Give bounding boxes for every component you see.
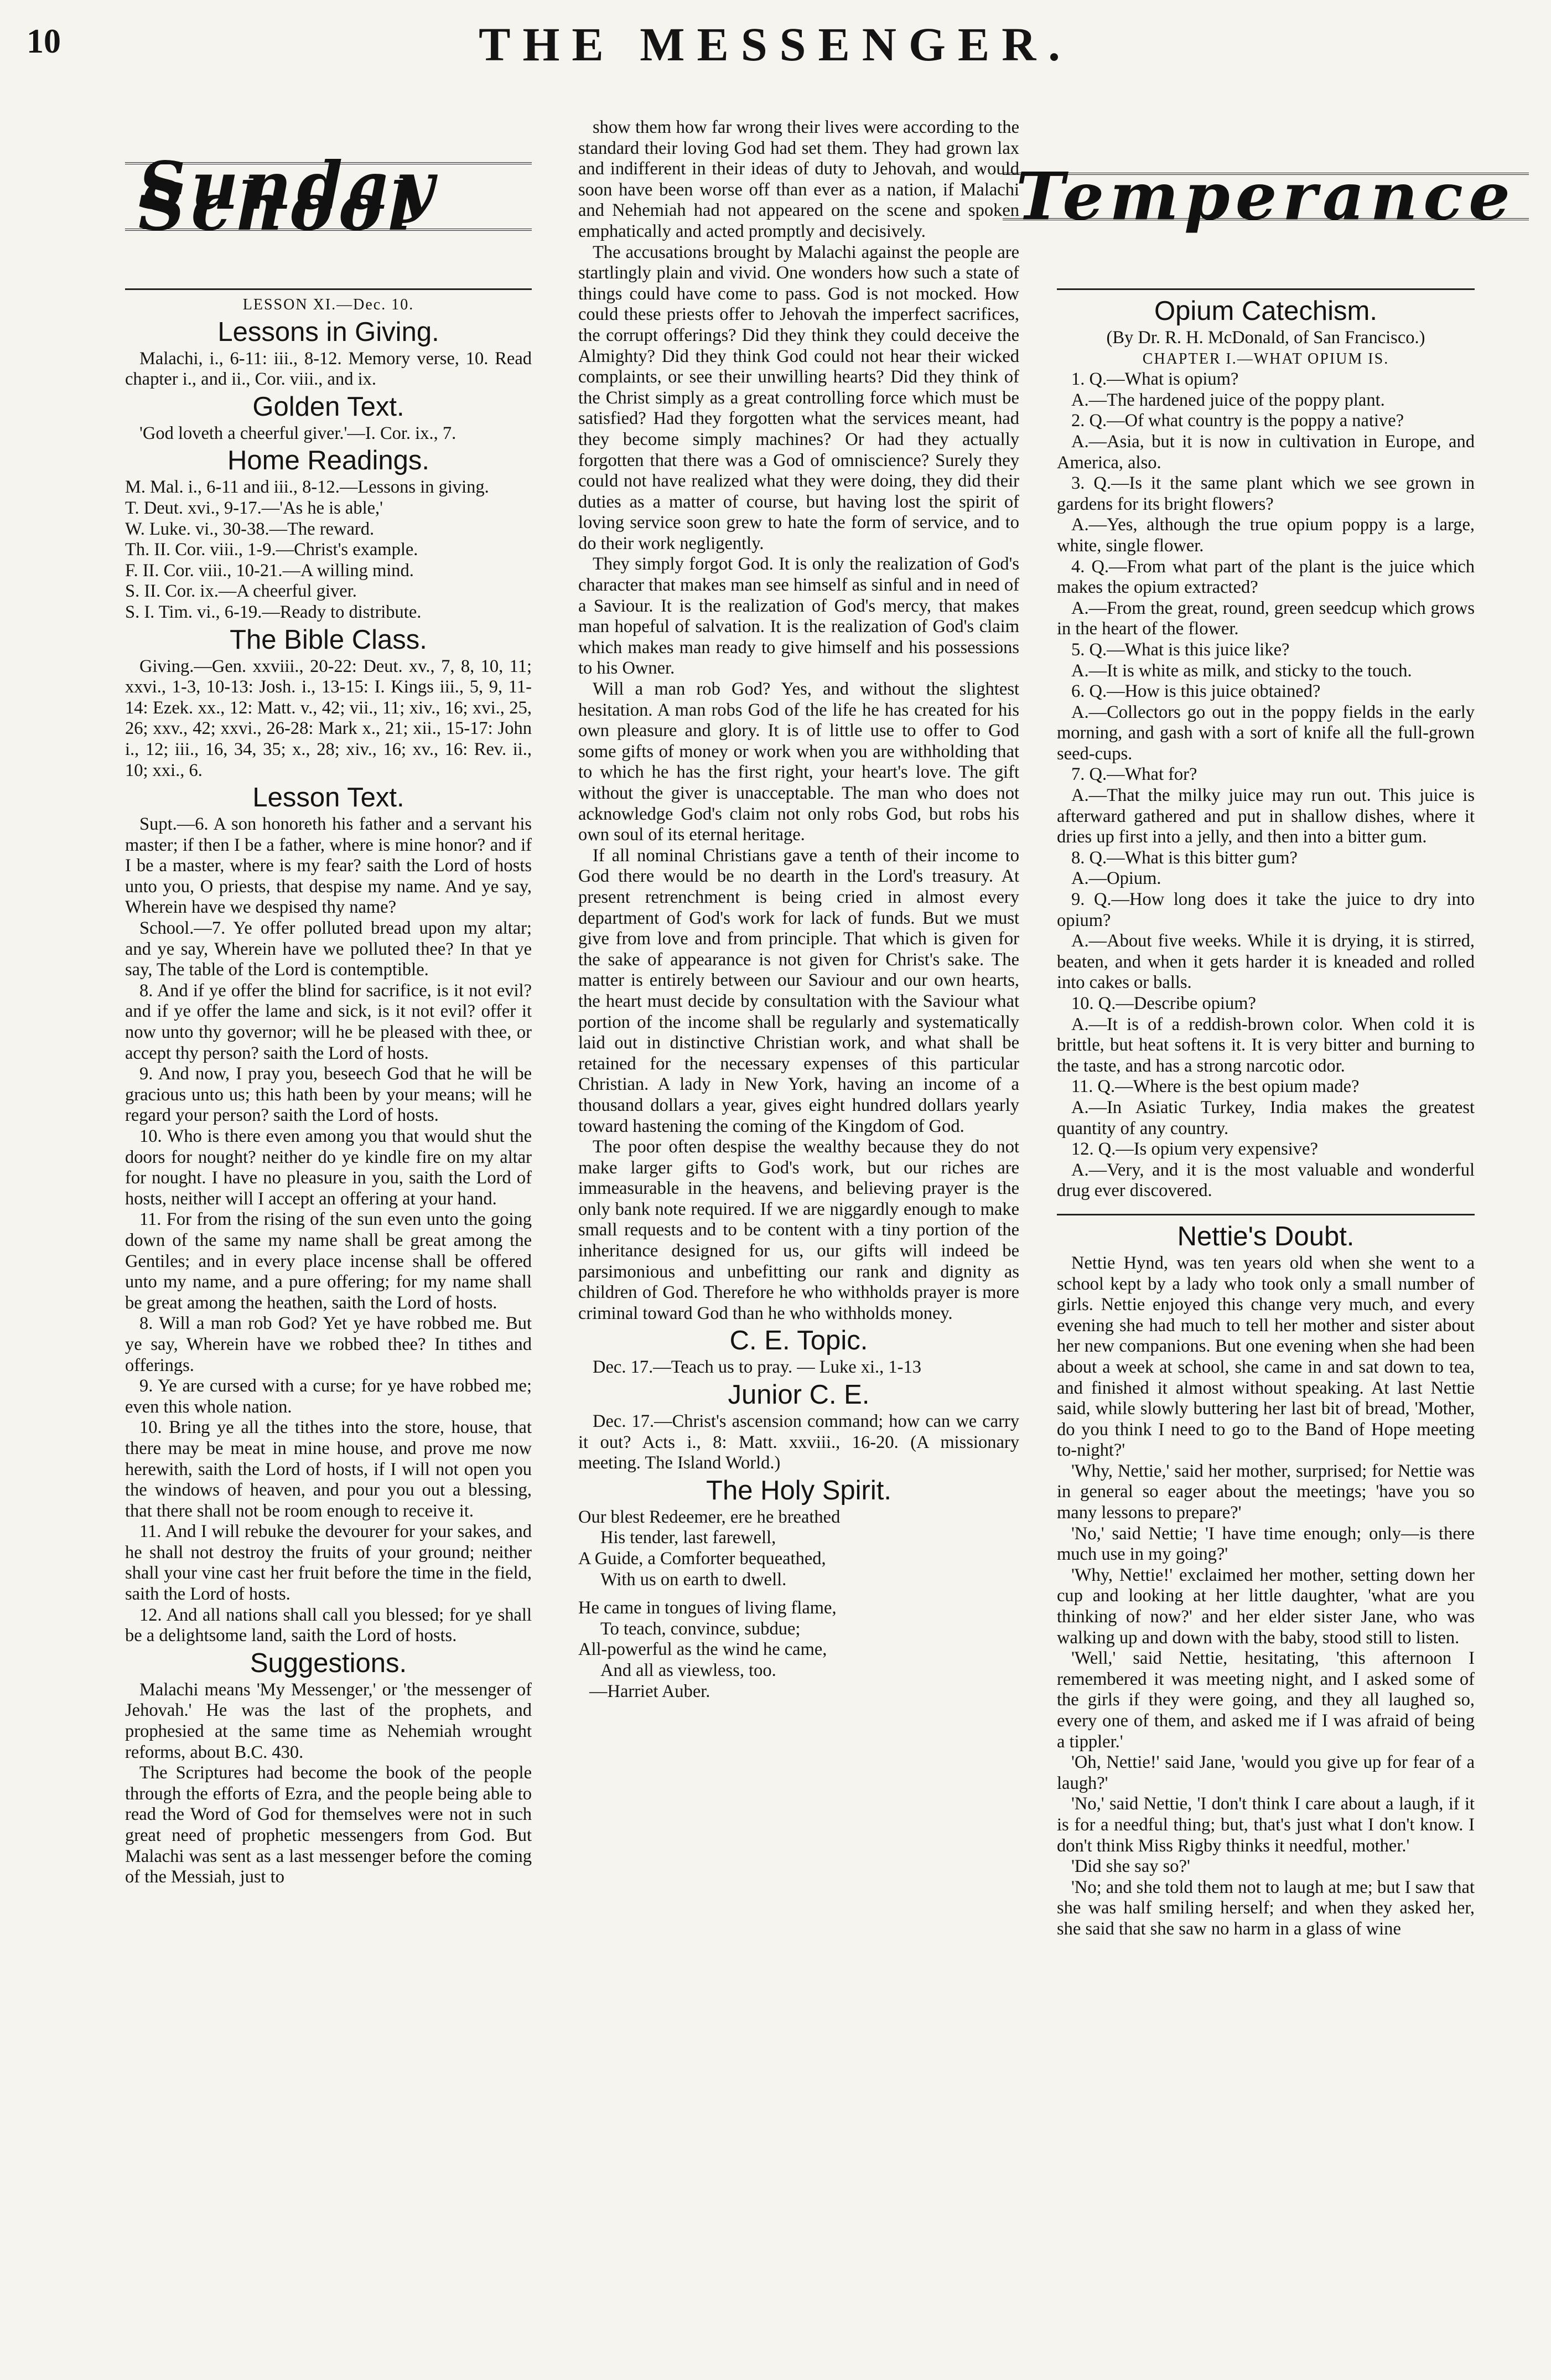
catechism-entry: A.—In Asiatic Turkey, India makes the greatest quantity of any country. xyxy=(1057,1097,1475,1139)
page-number: 10 xyxy=(27,23,61,60)
golden-text-heading: Golden Text. xyxy=(252,391,404,422)
junior-ce-text: Dec. 17.—Christ's ascension command; how can we carry it out? Acts i., 8: Matt. xxviii., 16-20. (A missionary meeting. The Island World.) xyxy=(578,1411,1019,1473)
story-heading: Nettie's Doubt. xyxy=(1177,1221,1355,1251)
story-paragraph: 'Why, Nettie!' exclaimed her mother, setting down her cup and looking at her little daughter, 'what are you thinking of now?' and her elder sister Jane, who was walking up and down with the baby, stood still to listen. xyxy=(1057,1565,1475,1648)
article-paragraph: show them how far wrong their lives were according to the standard their loving God had set them. They had grown lax and indifferent in their ideas of duty to Jehovah, and would soon have been worse off than ever as a nation, if Malachi and Nehemiah had not appeared on the scene and spoken emphatically and acted promptly and decisively. xyxy=(578,117,1019,241)
catechism-entry: 5. Q.—What is this juice like? xyxy=(1071,639,1290,660)
ce-topic-heading: C. E. Topic. xyxy=(729,1326,868,1356)
story-paragraph: 'Did she say so?' xyxy=(1071,1856,1190,1877)
story-paragraph: 'Oh, Nettie!' said Jane, 'would you give up for fear of a laugh?' xyxy=(1057,1752,1475,1793)
poem-author: —Harriet Auber. xyxy=(589,1681,710,1701)
reading-item: T. Deut. xvi., 9-17.—'As he is able,' xyxy=(125,498,383,518)
divider xyxy=(1057,1214,1475,1215)
poem-line: His tender, last farewell, xyxy=(600,1528,776,1548)
catechism-entry: A.—It is of a reddish-brown color. When cold it is brittle, but heat softens it. It is very bitter and burning to the taste, and has a strong narcotic odor. xyxy=(1057,1014,1475,1076)
reading-item: W. Luke. vi., 30-38.—The reward. xyxy=(125,519,375,539)
sunday-school-banner xyxy=(125,108,532,285)
catechism-heading: Opium Catechism. xyxy=(1154,296,1377,326)
poem-line: He came in tongues of living flame, xyxy=(578,1598,837,1618)
reading-item: M. Mal. i., 6-11 and iii., 8-12.—Lessons in giving. xyxy=(125,477,489,498)
story-paragraph: 'No,' said Nettie, 'I don't think I care about a laugh, if it is for a needful thing; but, that's just what I don't know. I don't think Miss Rigby thinks it needful, mother.' xyxy=(1057,1794,1475,1856)
catechism-entry: A.—The hardened juice of the poppy plant. xyxy=(1071,390,1385,410)
banner-lettering: Sunday School xyxy=(125,162,532,230)
catechism-entry: A.—Opium. xyxy=(1071,868,1161,889)
masthead-title: THE MESSENGER. xyxy=(479,18,1072,71)
bible-class-text: Giving.—Gen. xxviii., 20-22: Deut. xv., 7, 8, 10, 11; xxvi., 1-3, 10-13: Josh. i., 13-15: I. Kings iii., 5, 9, 11-14: Ezek. xx., 12: Matt. v., 42; vii., 11; xiv., 16; xvi., 25, 26; xxv., 42; xxvi., 26-28: Mark x., 21; xii., 15-17: John i., 12; iii., 16, 34, 35; x., 28; xiv., 16; xv., 16: Rev. ii., 10; xxi., 6. xyxy=(125,656,532,780)
catechism-entry: A.—Collectors go out in the poppy fields in the early morning, and gash with a sort of knife all the full-grown seed-cups. xyxy=(1057,702,1475,764)
banner-lettering: Temperance xyxy=(1003,173,1529,220)
catechism-entry: A.—Very, and it is the most valuable and wonderful drug ever discovered. xyxy=(1057,1160,1475,1201)
lesson-verse: 9. Ye are cursed with a curse; for ye have robbed me; even this whole nation. xyxy=(125,1376,532,1417)
divider xyxy=(1057,288,1475,290)
bible-class-heading: The Bible Class. xyxy=(230,624,427,655)
home-readings-heading: Home Readings. xyxy=(227,446,429,476)
catechism-entry: 1. Q.—What is opium? xyxy=(1071,369,1239,390)
poem-title: The Holy Spirit. xyxy=(706,1475,891,1505)
catechism-entry: 7. Q.—What for? xyxy=(1071,764,1197,785)
catechism-entry: A.—About five weeks. While it is drying, it is stirred, beaten, and when it gets harder it is kneaded and rolled into cakes or balls. xyxy=(1057,931,1475,993)
suggestions-heading: Suggestions. xyxy=(250,1648,407,1678)
catechism-entry: 3. Q.—Is it the same plant which we see grown in gardens for its bright flowers? xyxy=(1057,473,1475,514)
catechism-entry: 6. Q.—How is this juice obtained? xyxy=(1071,681,1321,702)
poem-line: A Guide, a Comforter bequeathed, xyxy=(578,1549,826,1569)
poem-line: With us on earth to dwell. xyxy=(600,1569,787,1590)
golden-text: 'God loveth a cheerful giver.'—I. Cor. ix., 7. xyxy=(139,423,457,443)
article-paragraph: The poor often despise the wealthy because they do not make larger gifts to God's work, but our riches are immeasurable in the heavens, and believing prayer is the only bank note required. If we are niggardly enough to make small requests and to be content with a tiny portion of the inheritance designed for us, our gifts will indeed be parsimonious and unbefitting our rank and dignity as children of God. Therefore he who withholds prayer is more criminal toward God than he who withholds money. xyxy=(578,1137,1019,1323)
lesson-verse: 10. Who is there even among you that would shut the doors for nought? neither do ye kindle fire on my altar for nought. I have no pleasure in you, saith the Lord of hosts, neither will I accept an offering at your hand. xyxy=(125,1126,532,1209)
column-sunday-school xyxy=(125,108,532,1888)
reading-item: S. I. Tim. vi., 6-19.—Ready to distribute. xyxy=(125,602,422,622)
catechism-entry: A.—Yes, although the true opium poppy is a large, white, single flower. xyxy=(1057,515,1475,556)
catechism-entry: A.—Asia, but it is now in cultivation in Europe, and America, also. xyxy=(1057,431,1475,473)
catechism-entry: A.—From the great, round, green seedcup which grows in the heart of the flower. xyxy=(1057,598,1475,639)
catechism-entry: 11. Q.—Where is the best opium made? xyxy=(1071,1077,1360,1097)
story-paragraph: 'Well,' said Nettie, hesitating, 'this afternoon I remembered it was meeting night, and I asked some of the girls if they were going, and they all laughed so, every one of them, and asked me if I was afraid of being a tippler.' xyxy=(1057,1648,1475,1752)
junior-ce-heading: Junior C. E. xyxy=(728,1380,870,1410)
lesson-verse: 9. And now, I pray you, beseech God that he will be gracious unto us; this hath been by your means; will he regard your person? saith the Lord of hosts. xyxy=(125,1064,532,1126)
article-paragraph: The accusations brought by Malachi against the people are startlingly plain and vivid. One wonders how such a state of things could have come to pass. God is not mocked. How could these priests offer to Jehovah the imperfect sacrifices, the corrupt offerings? Did they think they could deceive the Almighty? Did they think God could not hear their wicked complaints, or see their unwilling hearts? Did they think of the Christ simply as a great controlling force which must be satisfied? Had they forgotten what the services meant, had they become simply machines? Or had they actually forgotten that there was a God of omniscience? Surely they could not have realized what they were doing, they did their duties as a matter of course, but having lost the spirit of loving service soon grew to hate the form of service, and to do their work negligently. xyxy=(578,242,1019,553)
story-paragraph: 'No; and she told them not to laugh at me; but I saw that she was half smiling herself; and when they asked her, she said that she saw no harm in a glass of wine xyxy=(1057,1877,1475,1939)
article-paragraph: Will a man rob God? Yes, and without the slightest hesitation. A man robs God of the life he has created for his own pleasure and glory. It is of little use to offer to God some gifts of money or work when you are withholding that to which he has the first right, your heart's love. The gift without the giver is unacceptable. The man who does not acknowledge God's claim not only robs God, but robs his own soul of its eternal heritage. xyxy=(578,679,1019,845)
poem-line: Our blest Redeemer, ere he breathed xyxy=(578,1507,841,1527)
chapter-heading: CHAPTER I.—WHAT OPIUM IS. xyxy=(1142,350,1389,368)
lesson-verse: 10. Bring ye all the tithes into the store, house, that there may be meat in mine house, and prove me now herewith, saith the Lord of hosts, if I will not open you the windows of heaven, and pour you out a blessing, that there shall not be room enough to receive it. xyxy=(125,1417,532,1521)
lesson-verse: Supt.—6. A son honoreth his father and a servant his master; if then I be a father, where is mine honor? and if I be a master, where is my fear? saith the Lord of hosts unto you, O priests, that despise my name. And ye say, Wherein have we despised thy name? xyxy=(125,814,532,918)
reading-item: S. II. Cor. ix.—A cheerful giver. xyxy=(125,581,357,602)
column-temperance xyxy=(1015,108,1516,1940)
lesson-verse: 12. And all nations shall call you blessed; for ye shall be a delightsome land, saith the Lord of hosts. xyxy=(125,1605,532,1646)
catechism-entry: 9. Q.—How long does it take the juice to dry into opium? xyxy=(1057,889,1475,930)
lesson-text-heading: Lesson Text. xyxy=(252,783,404,813)
catechism-entry: A.—It is white as milk, and sticky to the touch. xyxy=(1071,660,1412,681)
article-paragraph: If all nominal Christians gave a tenth of their income to God there would be no dearth in the Lord's treasury. At present retrenchment is being cried in almost every department of God's work for lack of funds. But we must give from love and from principle. That which is given for the sake of appearance is not given for Christ's sake. The matter is entirely between our Saviour and our own hearts, the heart must decide by consultation with the Saviour what portion of the income shall be regularly and systematically laid out in distinctive Christian work, and what shall be retained for the necessary expenses of this particular Christian. A lady in New York, having an income of a thousand dollars a year, gives eight hundred dollars yearly toward hastening the coming of the Kingdom of God. xyxy=(578,845,1019,1136)
lesson-verse: 11. For from the rising of the sun even unto the going down of the same my name shall be great among the Gentiles; and in every place incense shall be offered unto my name, and a pure offering; for my name shall be great among the heathen, saith the Lord of hosts. xyxy=(125,1209,532,1313)
lesson-verse: 8. And if ye offer the blind for sacrifice, is it not evil? and if ye offer the lame and sick, is it not evil? offer it now unto thy governor; will he be pleased with thee, or accept thy person? saith the Lord of hosts. xyxy=(125,980,532,1063)
divider xyxy=(125,288,532,290)
temperance-banner xyxy=(1015,108,1516,285)
catechism-entry: 12. Q.—Is opium very expensive? xyxy=(1071,1139,1318,1160)
article-paragraph: They simply forgot God. It is only the realization of God's character that makes man see himself as sinful and in need of a Saviour. It is the realization of God's mercy, that makes man hopeful of salvation. It is the realization of God's claim which makes man ready to give himself and his possessions to his Owner. xyxy=(578,554,1019,679)
reading-item: Th. II. Cor. viii., 1-9.—Christ's example. xyxy=(125,540,418,560)
lesson-reference: Malachi, i., 6-11: iii., 8-12. Memory verse, 10. Read chapter i., and ii., Cor. viii., and ix. xyxy=(125,348,532,390)
story-paragraph: 'No,' said Nettie; 'I have time enough; only—is there much use in my going?' xyxy=(1057,1523,1475,1565)
poem-line: And all as viewless, too. xyxy=(600,1660,776,1680)
lesson-number: LESSON XI.—Dec. 10. xyxy=(242,296,414,313)
suggestion-paragraph: Malachi means 'My Messenger,' or 'the messenger of Jehovah.' He was the last of the prophets, and prophesied at the same time as Nehemiah wrought reforms, about B.C. 430. xyxy=(125,1679,532,1762)
lesson-verse: 8. Will a man rob God? Yet ye have robbed me. But ye say, Wherein have we robbed thee? In tithes and offerings. xyxy=(125,1313,532,1375)
catechism-entry: 8. Q.—What is this bitter gum? xyxy=(1071,847,1298,868)
catechism-entry: 2. Q.—Of what country is the poppy a native? xyxy=(1071,411,1404,431)
lesson-title: Lessons in Giving. xyxy=(217,317,439,347)
catechism-entry: 10. Q.—Describe opium? xyxy=(1071,994,1256,1013)
catechism-entry: A.—That the milky juice may run out. This juice is afterward gathered and put in shallow dishes, where it dries up first into a jelly, and then into a bitter gum. xyxy=(1057,785,1475,847)
reading-item: F. II. Cor. viii., 10-21.—A willing mind. xyxy=(125,560,414,581)
suggestion-paragraph: The Scriptures had become the book of the people through the efforts of Ezra, and the people being able to read the Word of God for themselves were not in such great need of prophetic messengers from God. But Malachi was sent as a last messenger before the coming of the Messiah, just to xyxy=(125,1763,532,1887)
ce-topic-text: Dec. 17.—Teach us to pray. — Luke xi., 1-13 xyxy=(593,1357,921,1378)
lesson-verse: School.—7. Ye offer polluted bread upon my altar; and ye say, Wherein have we polluted thee? In that ye say, The table of the Lord is contemptible. xyxy=(125,918,532,980)
lesson-verse: 11. And I will rebuke the devourer for your sakes, and he shall not destroy the fruits of your ground; neither shall your vine cast her fruit before the time in the field, saith the Lord of hosts. xyxy=(125,1522,532,1605)
catechism-byline: (By Dr. R. H. McDonald, of San Francisco.) xyxy=(1106,328,1425,348)
poem-line: All-powerful as the wind he came, xyxy=(578,1639,827,1660)
story-paragraph: Nettie Hynd, was ten years old when she went to a school kept by a lady who took only a small number of girls. Nettie enjoyed this change very much, and every evening she had much to tell her mother and sister about her new companions. But one evening when she had been about a week at school, she came in and sat down to tea, and finished it almost without speaking. At last Nettie said, while slowly buttering her last bit of bread, 'Mother, do you think I need to go to the Band of Hope meeting to-night?' xyxy=(1057,1253,1475,1461)
poem xyxy=(578,1507,1019,1702)
catechism-entry: 4. Q.—From what part of the plant is the juice which makes the opium extracted? xyxy=(1057,556,1475,598)
column-middle xyxy=(578,117,1019,1702)
story-paragraph: 'Why, Nettie,' said her mother, surprised; for Nettie was in general so eager about the meetings; 'have you so many lessons to prepare?' xyxy=(1057,1461,1475,1523)
home-readings-list xyxy=(125,477,532,623)
poem-line: To teach, convince, subdue; xyxy=(600,1618,801,1639)
